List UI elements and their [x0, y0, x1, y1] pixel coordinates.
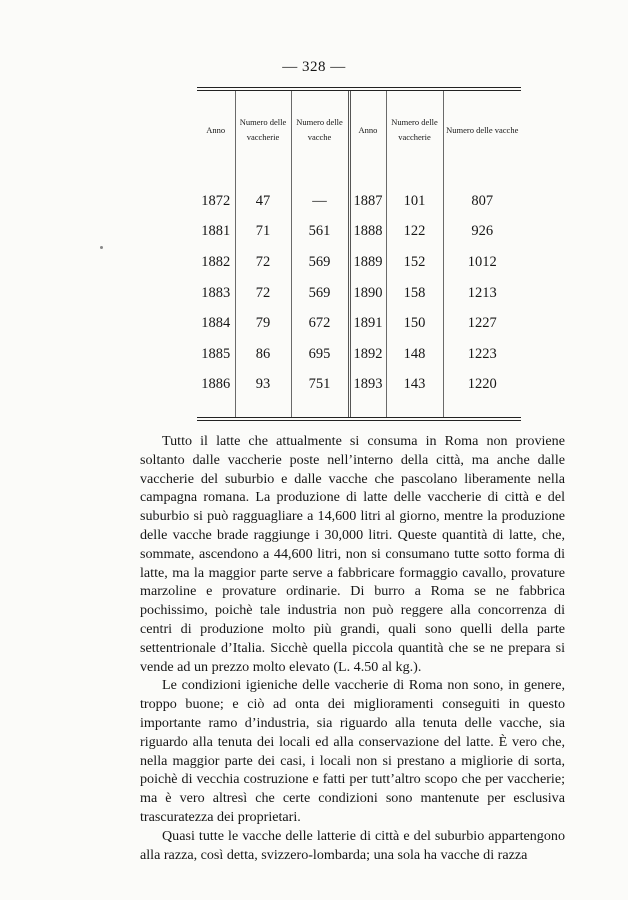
cell-vacche: 569: [291, 278, 349, 309]
cell-vacche: 695: [291, 339, 349, 370]
paragraph: Tutto il latte che attualmente si consuma in Roma non proviene soltanto dalle vaccherie poste nell’interno della città, ma anche dalle vaccherie del suburbio e dalle vacche che pascolano liberamente nella campagna romana. La produzione di latte delle vaccherie di città e del suburbio si può ragguagliare a 14,600 litri al giorno, mentre la produzione delle vacche brade raggiunge i 30,000 litri. Queste quantità di latte, che, sommate, ascendono a 44,600 litri, non si consumano tutte sotto forma di latte, ma la maggior parte serve a fabbricare formaggio cavallo, provature marzoline e provature ordinarie. Di burro a Roma se ne fabbrica pochissimo, poichè tale industria non può reggere alla concorrenza di centri di produzione molto più grandi, quali sono quelli della parte settentrionale d’Italia. Sicchè quella piccola quantità che se ne prepara si vende ad un prezzo molto elevato (L. 4.50 al kg.).: [140, 433, 565, 675]
cell-vacche: 569: [291, 247, 349, 278]
cell-anno: 1884: [197, 308, 235, 339]
header-numero-vaccherie: Numero delle vaccherie: [386, 91, 443, 169]
cell-vaccherie: 122: [386, 217, 443, 248]
spacer-cell: [197, 400, 235, 417]
spacer-cell: [443, 400, 521, 417]
body-text: [140, 432, 565, 864]
cell-vacche: 1227: [467, 315, 497, 332]
cell-anno: 1891: [349, 308, 386, 339]
spacer-cell: [291, 169, 349, 186]
cell-vaccherie: 79: [235, 308, 291, 339]
cell-vacche: 561: [291, 217, 349, 248]
cell-vacche: 1213: [467, 284, 497, 301]
table-row: [197, 370, 521, 401]
cell-vaccherie: 72: [235, 247, 291, 278]
table-body: [197, 169, 521, 417]
cell-vaccherie: 47: [235, 186, 291, 217]
cell-vacche: 1012: [467, 253, 497, 270]
cell-vacche: 926: [471, 223, 494, 240]
cell-vacche: —: [291, 186, 349, 217]
vaccherie-table: [197, 91, 521, 417]
paragraph: Quasi tutte le vacche delle latterie di città e del suburbio appartengono alla razza, così detta, svizzero-lombarda; una sola ha vacche di razza: [140, 827, 565, 863]
table-bottom-rule: [197, 417, 521, 421]
paragraph: Le condizioni igieniche delle vaccherie di Roma non sono, in genere, troppo buone; e ciò ad onta dei miglioramenti conseguiti in questo importante ramo d’industria, sia riguardo alla tenuta delle vacche, sia riguardo alla tenuta dei locali ed alla conservazione del latte. È vero che, nella maggior parte dei casi, i locali non si prestano a migliorie di sorta, poichè di vecchia costruzione e fatti per tutt’altro scopo che per vaccherie; ma è vero altresì che certe condizioni sono mantenute per esclusiva trascuratezza dei proprietari.: [140, 677, 565, 825]
spacer-cell: [386, 400, 443, 417]
cell-vaccherie: 150: [386, 308, 443, 339]
spacer-cell: [443, 169, 521, 186]
cell-anno: 1885: [197, 339, 235, 370]
spacer-cell: [197, 169, 235, 186]
spacer-cell: [235, 169, 291, 186]
cell-vaccherie: 143: [386, 370, 443, 401]
cell-vaccherie: 101: [386, 186, 443, 217]
paper-speck: [100, 246, 103, 249]
cell-vacche: 751: [291, 370, 349, 401]
header-numero-vaccherie: Numero delle vaccherie: [235, 91, 291, 169]
table-header-row: [197, 91, 521, 169]
cell-anno: 1890: [349, 278, 386, 309]
table-spacer-row: [197, 400, 521, 417]
spacer-cell: [291, 400, 349, 417]
table-row: [197, 308, 521, 339]
statistics-table-block: [197, 87, 521, 421]
cell-vacche: 1223: [467, 345, 497, 362]
cell-vaccherie: 93: [235, 370, 291, 401]
cell-vacche: 1220: [467, 376, 497, 393]
cell-anno: 1882: [197, 247, 235, 278]
cell-anno: 1893: [349, 370, 386, 401]
header-numero-vacche: Numero delle vacche: [446, 124, 519, 135]
table-row: [197, 247, 521, 278]
header-numero-vacche: Numero delle vacche: [291, 91, 349, 169]
table-row: [197, 186, 521, 217]
cell-vaccherie: 158: [386, 278, 443, 309]
cell-anno: 1888: [349, 217, 386, 248]
spacer-cell: [349, 169, 386, 186]
cell-anno: 1883: [197, 278, 235, 309]
table-row: [197, 217, 521, 248]
header-anno: Anno: [349, 91, 386, 169]
header-anno: Anno: [197, 91, 235, 169]
cell-vaccherie: 148: [386, 339, 443, 370]
cell-anno: 1872: [197, 186, 235, 217]
cell-vacche: 807: [471, 192, 494, 209]
spacer-cell: [386, 169, 443, 186]
cell-anno: 1889: [349, 247, 386, 278]
page-number: — 328 —: [282, 59, 346, 75]
cell-vaccherie: 86: [235, 339, 291, 370]
table-spacer-row: [197, 169, 521, 186]
spacer-cell: [235, 400, 291, 417]
cell-vaccherie: 71: [235, 217, 291, 248]
cell-anno: 1892: [349, 339, 386, 370]
cell-vacche: 672: [291, 308, 349, 339]
spacer-cell: [349, 400, 386, 417]
cell-vaccherie: 72: [235, 278, 291, 309]
table-row: [197, 278, 521, 309]
cell-vaccherie: 152: [386, 247, 443, 278]
cell-anno: 1886: [197, 370, 235, 401]
cell-anno: 1887: [349, 186, 386, 217]
cell-anno: 1881: [197, 217, 235, 248]
table-row: [197, 339, 521, 370]
